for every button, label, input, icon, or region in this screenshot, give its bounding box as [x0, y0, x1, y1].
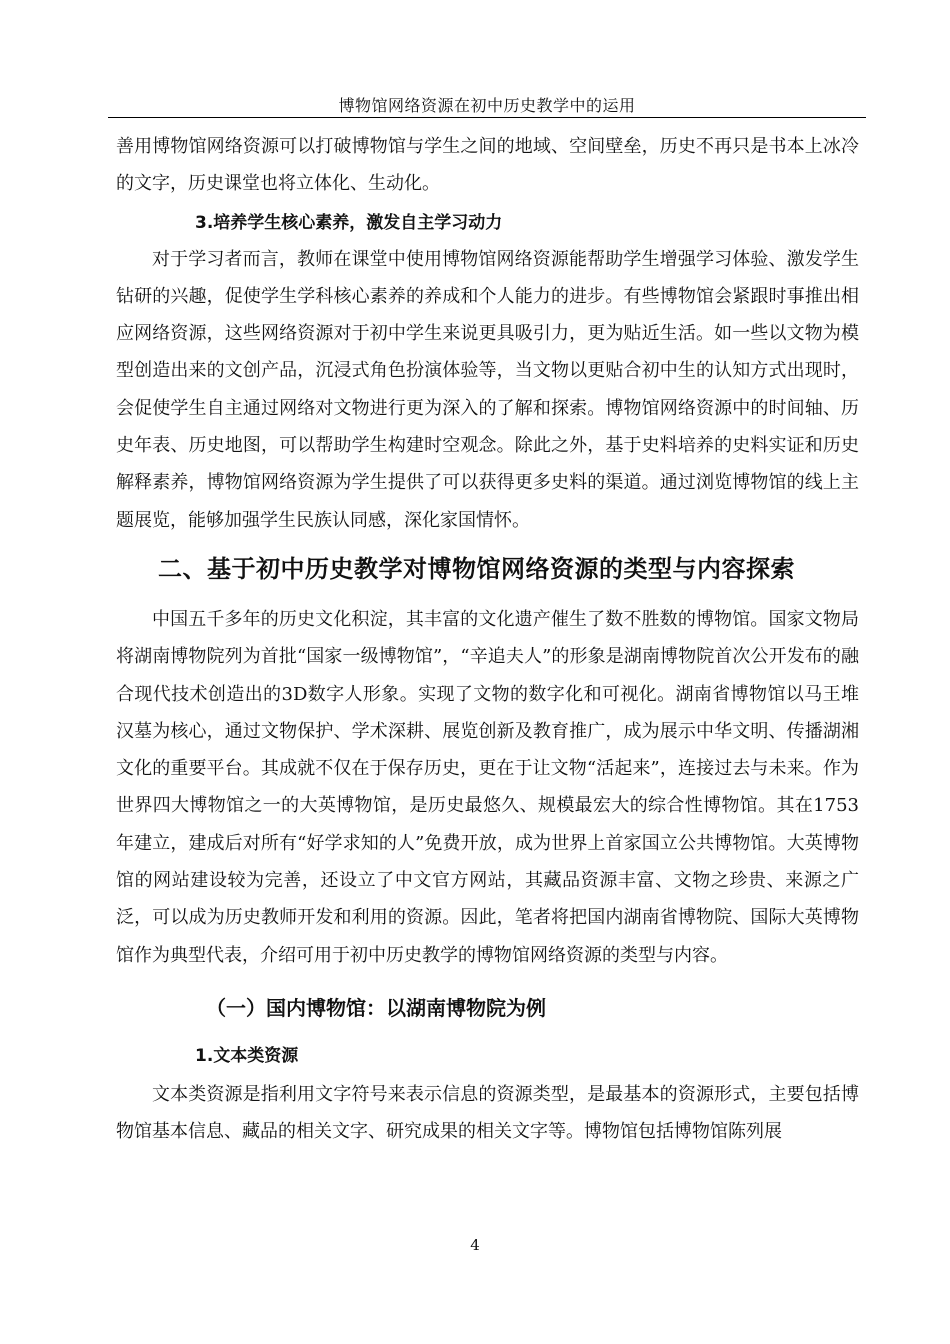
paragraph-learners: 对于学习者而言，教师在课堂中使用博物馆网络资源能帮助学生增强学习体验、激发学生钻研的兴趣，促使学生学科核心素养的养成和个人能力的进步。有些博物馆会紧跟时事推出相应网络资源，这些网络资源对于初中学生来说更具吸引力，更为贴近生活。如一些以文物为模型创造出来的文创产品，沉浸式角色扮演体验等，当文物以更贴合初中生的认知方式出现时，会促使学生自主通过网络对文物进行更为深入的了解和探索。博物馆网络资源中的时间轴、历史年表、历史地图，可以帮助学生构建时空观念。除此之外，基于史料培养的史料实证和历史解释素养，博物馆网络资源为学生提供了可以获得更多史料的渠道。通过浏览博物馆的线上主题展览，能够加强学生民族认同感，深化家国情怀。 [116, 248, 859, 531]
paragraph-china-museums: 中国五千多年的历史文化积淀，其丰富的文化遗产催生了数不胜数的博物馆。国家文物局将湖南博物院列为首批“国家一级博物馆”，“辛追夫人”的形象是湖南博物院首次公开发布的融合现代技术创造出的3D数字人形象。实现了文物的数字化和可视化。湖南省博物馆以马王堆汉墓为核心，通过文物保护、学术深耕、展览创新及教育推广，成为展示中华文明、传播湖湘文化的重要平台。其成就不仅在于保存历史，更在于让文物“活起来”，连接过去与未来。作为世界四大博物馆之一的大英博物馆，是历史最悠久、规模最宏大的综合性博物馆。其在1753年建立，建成后对所有“好学求知的人”免费开放，成为世界上首家国立公共博物馆。大英博物馆的网站建设较为完善，还设立了中文官方网站，其藏品资源丰富、文物之珍贵、来源之广泛，可以成为历史教师开发和利用的资源。因此，笔者将把国内湖南省博物院、国际大英博物馆作为典型代表，介绍可用于初中历史教学的博物馆网络资源的类型与内容。 [116, 608, 859, 966]
paragraph-text-resources: 文本类资源是指利用文字符号来表示信息的资源类型，是最基本的资源形式，主要包括博物馆基本信息、藏品的相关文字、研究成果的相关文字等。博物馆包括博物馆陈列展 [116, 1083, 859, 1143]
header-divider [108, 117, 866, 118]
paragraph-continued: 善用博物馆网络资源可以打破博物馆与学生之间的地域、空间壁垒，历史不再只是书本上冰冷的文字，历史课堂也将立体化、生动化。 [116, 136, 859, 195]
section-heading-two: 二、基于初中历史教学对博物馆网络资源的类型与内容探索 [158, 554, 795, 583]
subheading-core-literacy: 3.培养学生核心素养，激发自主学习动力 [195, 212, 503, 233]
running-header-title: 博物馆网络资源在初中历史教学中的运用 [338, 96, 636, 115]
page-number: 4 [470, 1236, 480, 1254]
subheading-text-resources: 1.文本类资源 [195, 1045, 299, 1066]
page-body [116, 128, 859, 1151]
subsection-heading-domestic: （一）国内博物馆：以湖南博物院为例 [206, 995, 546, 1020]
